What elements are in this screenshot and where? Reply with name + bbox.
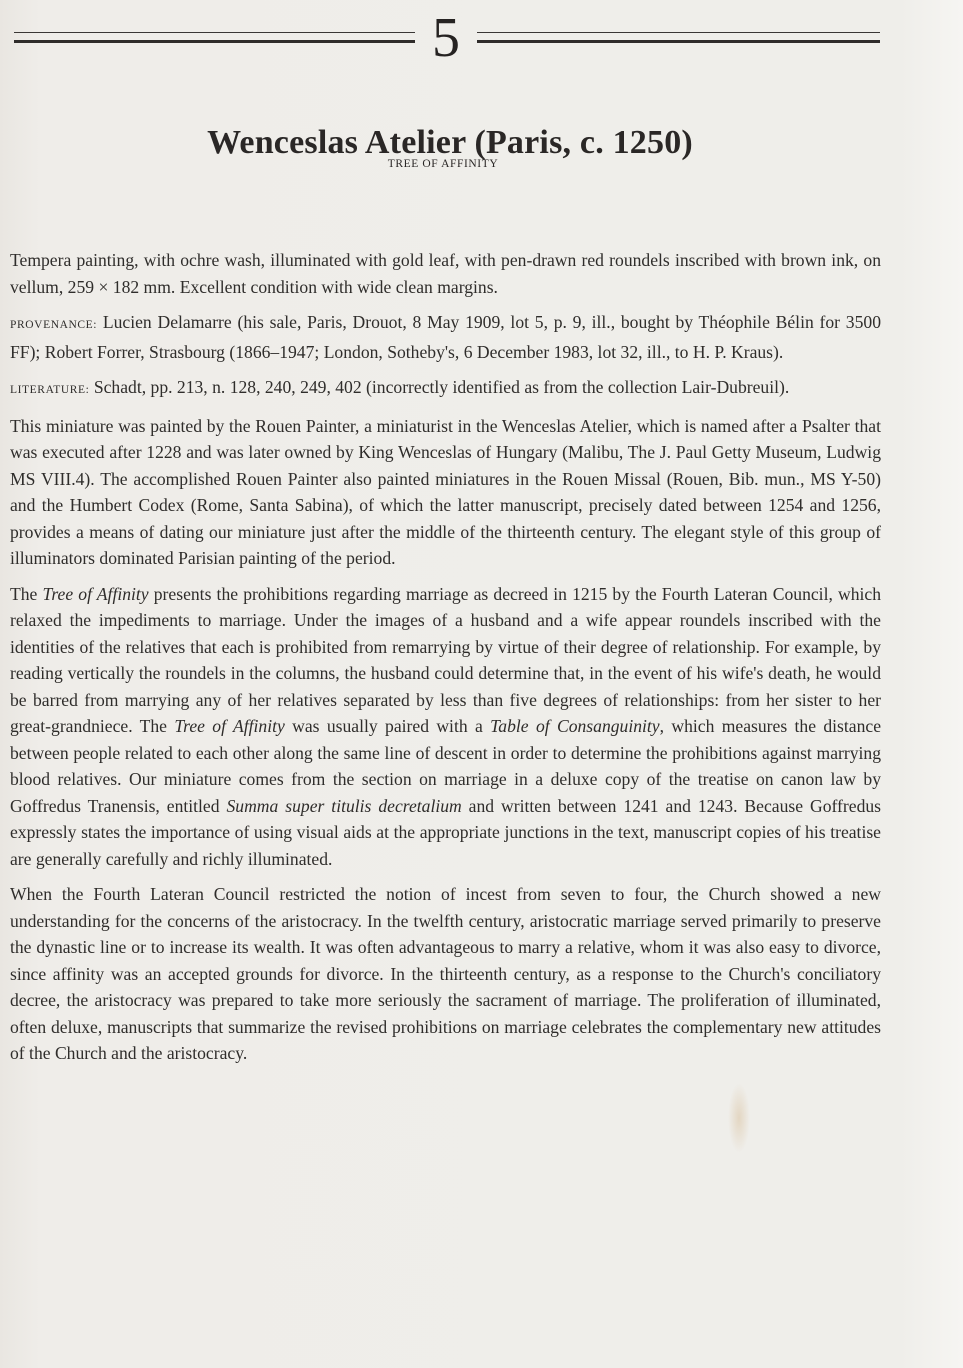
provenance-paragraph (10, 309, 881, 365)
page-subtitle: TREE OF AFFINITY (387, 158, 499, 170)
paragraph-2 (10, 581, 881, 873)
header-rule-right (477, 32, 880, 43)
text-run: and written between 1241 and 1243. Because Goffredus expressly states the importance of using visual aids at the appropriate junctions in the text, manuscript copies of his treatise are generally carefully and richly illuminated. (10, 795, 882, 869)
rule-thin-line (477, 32, 880, 33)
rule-thick-line (477, 40, 880, 43)
rule-thick-line (14, 40, 415, 43)
paper-stain (728, 1083, 750, 1153)
literature-text: Schadt, pp. 213, n. 128, 240, 249, 402 (incorrectly identified as from the collection Lair-Dubreuil). (89, 377, 790, 397)
text-run: , which measures the distance between people related to each other along the same line of descent in order to determine the prohibitions against marrying blood relatives. Our miniature comes from the section on marriage in a deluxe copy of the treatise on canon law by Goffredus Tranensis, entitled (10, 716, 882, 816)
paragraph-3: When the Fourth Lateran Council restricted the notion of incest from seven to four, the Church showed a new understanding for the concerns of the aristocracy. In the twelfth century, aristocratic marriage served primarily to preserve the dynastic line or to increase its wealth. It was often advantageous to marry a relative, whom it was also easy to divorce, since affinity was an accepted grounds for divorce. In the thirteenth century, as a response to the Church's conciliatory decree, the aristocracy was prepared to take more seriously the sacrament of marriage. The proliferation of illuminated, often deluxe, manuscripts that summarize the revised prohibitions on marriage celebrates the complementary new attitudes of the Church and the aristocracy. (10, 884, 881, 1063)
italic-title: Summa super titulis decretalium (226, 795, 462, 816)
description-paragraph: Tempera painting, with ochre wash, illuminated with gold leaf, with pen-drawn red roundels inscribed with brown ink, on vellum, 259 × 182 mm. Excellent condition with wide clean margins. (10, 250, 881, 297)
body-text (10, 247, 881, 1076)
provenance-label: PROVENANCE: (10, 319, 98, 331)
italic-title: Table of Consanguinity (490, 716, 660, 736)
chapter-number: 5 (432, 7, 460, 69)
paragraph-1: This miniature was painted by the Rouen Painter, a miniaturist in the Wenceslas Atelier, which is named after a Psalter that was executed after 1228 and was later owned by King Wenceslas of Hungary (Malibu, The J. Paul Getty Museum, Ludwig MS VIII.4). The accomplished Rouen Painter also painted miniatures in the Rouen Missal (Rouen, Bib. mun., MS Y-50) and the Humbert Codex (Rome, Santa Sabina), of which the latter manuscript, precisely dated between 1254 and 1256, provides a means of dating our miniature just after the middle of the thirteenth century. The elegant style of this group of illuminators dominated Parisian painting of the period. (10, 415, 881, 568)
italic-title: Tree of Affinity (42, 583, 149, 604)
literature-paragraph (10, 374, 881, 404)
provenance-text: Lucien Delamarre (his sale, Paris, Drouot, 8 May 1909, lot 5, p. 9, ill., bought by Théophile Bélin for 3500 FF); Robert Forrer, Strasbourg (1866–1947; London, Sotheby's, 6 December 1983, lot 32, ill., to H. P. Kraus). (10, 312, 881, 362)
chapter-header (0, 0, 963, 70)
italic-title: Tree of Affinity (174, 716, 285, 736)
literature-label: LITERATURE: (10, 384, 90, 396)
header-rule-left (14, 32, 415, 43)
text-run: was usually paired with a (284, 716, 491, 736)
rule-thin-line (14, 32, 415, 33)
text-run: The (10, 583, 43, 604)
page-title: Wenceslas Atelier (Paris, c. 1250) (207, 123, 693, 161)
text-run: presents the prohibitions regarding marriage as decreed in 1215 by the Fourth Lateran Council, which relaxed the impediments to marriage. Under the images of a husband and a wife appear roundels inscribed with the identities of the relatives that each is prohibited from remarrying by virtue of their degree of relationship. For example, by reading vertically the roundels in the columns, the husband could determine that, in the event of his wife's death, he would be barred from marrying any of her relatives separated by less than five degrees of relationships: from her sister to her great-grandniece. The (10, 583, 881, 736)
